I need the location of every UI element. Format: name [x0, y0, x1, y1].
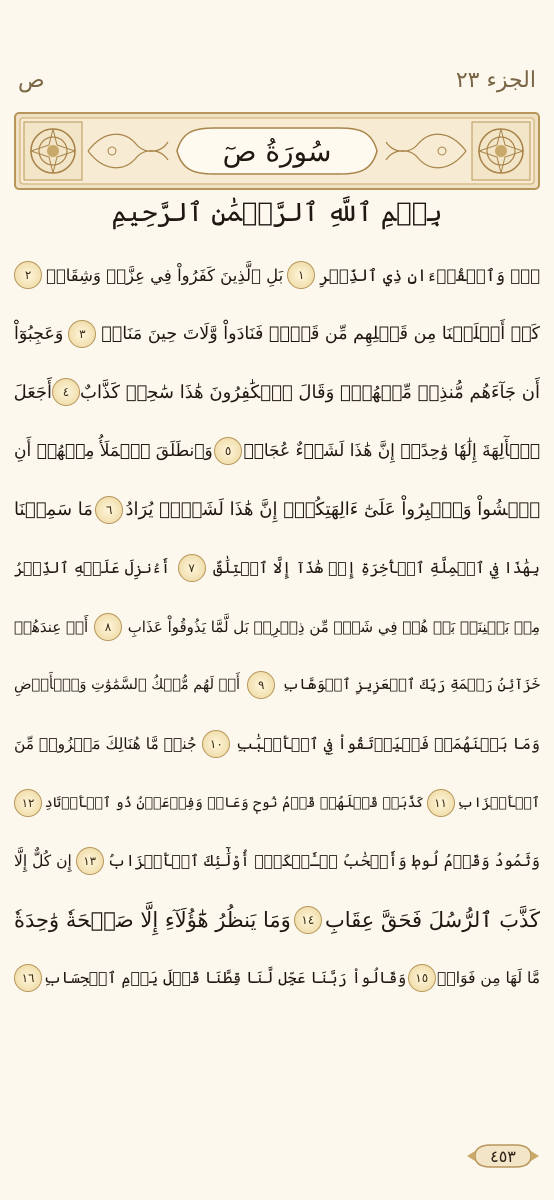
- verse-text: صٓۚ وَٱلۡقُرۡءَانِ ذِي ٱلذِّكۡرِ: [319, 265, 540, 285]
- verse-text: جُندٞ مَّا هُنَالِكَ مَهۡزُومٞ مِّنَ: [14, 735, 197, 754]
- page-header: [18, 68, 536, 102]
- verse-text: بِهَٰذَا فِي ٱلۡمِلَّةِ ٱلۡأٓخِرَةِ إِنۡ هَٰذَآ إِلَّا ٱخۡتِلَٰقٌ: [213, 559, 540, 578]
- verse-text: إِن كُلٌّ إِلَّا: [14, 852, 72, 871]
- ayah-number-marker: ١٦: [14, 964, 42, 992]
- ayah-number-marker: ١٤: [294, 906, 322, 934]
- verse-text: وَقَالُواْ رَبَّنَا عَجِّل لَّنَا قِطَّنَا قَبۡلَ يَوۡمِ ٱلۡحِسَابِ: [43, 969, 407, 988]
- verse-text: وَمَا بَيۡنَهُمَاۖ فَلۡيَرۡتَقُواْ فِي ٱلۡأَسۡبَٰبِ: [236, 735, 540, 754]
- verse-line: [14, 539, 540, 598]
- verse-text: كَذَّبَ ٱلرُّسُلَ فَحَقَّ عِقَابِ: [324, 907, 540, 932]
- verse-line: [14, 305, 540, 364]
- ayah-number-marker: ٦: [95, 496, 123, 524]
- verse-text: وَمَا يَنظُرُ هَٰٓؤُلَآءِ إِلَّا صَيۡحَةٗ وَٰحِدَةٗ: [14, 907, 291, 932]
- verse-line: [14, 656, 540, 715]
- verse-text: وَٱنطَلَقَ ٱلۡمَلَأُ مِنۡهُمۡ أَنِ: [14, 441, 213, 462]
- surah-title-banner: [14, 112, 540, 190]
- verse-line: [14, 246, 540, 305]
- verse-text: ٱلۡأٓلِهَةَ إِلَٰهٗا وَٰحِدًاۖ إِنَّ هَٰذَا لَشَيۡءٌ عُجَابٞ: [243, 441, 540, 462]
- ayah-number-marker: ١: [287, 261, 315, 289]
- ayah-number-marker: ٩: [247, 671, 275, 699]
- verse-text: مَّا لَهَا مِن فَوَاقٖ: [437, 969, 540, 988]
- ayah-number-marker: ١١: [427, 789, 455, 817]
- verse-text: خَزَآئِنُ رَحۡمَةِ رَبِّكَ ٱلۡعَزِيزِ ٱلۡوَهَّابِ: [282, 677, 540, 694]
- page-number-badge: [465, 1142, 541, 1170]
- verse-text: أَمۡ لَهُم مُّلۡكُ ٱلسَّمَٰوَٰتِ وَٱلۡأَرۡضِ: [14, 677, 241, 694]
- verse-text: أَءُنزِلَ عَلَيۡهِ ٱلذِّكۡرُ: [14, 559, 171, 578]
- verse-text: كَمۡ أَهۡلَكۡنَا مِن قَبۡلِهِم مِّن قَرۡنٖ فَنَادَواْ وَّلَاتَ حِينَ مَنَاصٖ: [101, 323, 540, 344]
- verse-text: مِنۢ بَيۡنِنَاۚ بَلۡ هُمۡ فِي شَكّٖ مِّن ذِكۡرِيۚ بَل لَّمَّا يَذُوقُواْ عَذَابِ: [127, 617, 540, 636]
- verse-line: [14, 480, 540, 539]
- surah-title: سُورَةُ صٓ: [222, 134, 332, 168]
- verse-text: وَعَجِبُوٓاْ: [14, 323, 64, 344]
- ayah-number-marker: ١٥: [408, 964, 436, 992]
- verse-text: مَا سَمِعۡنَا: [14, 499, 93, 521]
- verse-text: وَثَمُودُ وَقَوۡمُ لُوطٖ وَأَصۡحَٰبُ لۡـَٔيۡكَةِۚ أُوْلَٰٓئِكَ ٱلۡأَحۡزَابُ: [107, 852, 540, 871]
- header-surah-name: ص: [18, 68, 45, 93]
- ayah-number-marker: ١٠: [202, 730, 230, 758]
- header-juz-label: الجزء ٢٣: [455, 68, 536, 93]
- verse-line: [14, 891, 540, 950]
- ayah-number-marker: ٤: [52, 378, 80, 406]
- ayah-number-marker: ٢: [14, 261, 42, 289]
- verse-line: [14, 715, 540, 774]
- ayah-number-marker: ٧: [178, 554, 206, 582]
- verse-line: [14, 598, 540, 657]
- verse-line: [14, 773, 540, 832]
- basmala: بِسۡمِ ٱللَّهِ ٱلرَّحۡمَٰنِ ٱلرَّحِيمِ: [111, 198, 443, 228]
- verses-text-block: [14, 246, 540, 1008]
- verse-text: أَن جَآءَهُم مُّنذِرٞ مِّنۡهُمۡۖ وَقَالَ ٱلۡكَٰفِرُونَ هَٰذَا سَٰحِرٞ كَذَّابٌ: [80, 381, 540, 403]
- ayah-number-marker: ٣: [68, 320, 96, 348]
- ayah-number-marker: ١٢: [14, 789, 42, 817]
- verse-line: [14, 832, 540, 891]
- verse-text: أَجَعَلَ: [14, 381, 53, 403]
- ayah-number-marker: ٥: [214, 437, 242, 465]
- verse-line: [14, 363, 540, 422]
- ayah-number-marker: ١٣: [76, 847, 104, 875]
- verse-text: أَمۡ عِندَهُمۡ: [14, 617, 89, 636]
- verse-text: بَلِ ٱلَّذِينَ كَفَرُواْ فِي عِزَّةٖ وَشِقَاقٖ: [45, 265, 284, 285]
- verse-line: [14, 422, 540, 481]
- verse-line: [14, 949, 540, 1008]
- verse-text: ٱمۡشُواْ وَٱصۡبِرُواْ عَلَىٰٓ ءَالِهَتِكُمۡۖ إِنَّ هَٰذَا لَشَيۡءٞ يُرَادُ: [125, 499, 540, 521]
- verse-text: كَذَّبَتۡ قَبۡلَهُمۡ قَوۡمُ نُوحٖ وَعَادٞ وَفِرۡعَوۡنُ ذُو ٱلۡأَوۡتَادِ: [44, 794, 424, 811]
- verse-text: ٱلۡأَحۡزَابِ: [457, 794, 540, 811]
- ayah-number-marker: ٨: [94, 613, 122, 641]
- page-number: ٤٥٣: [490, 1146, 516, 1166]
